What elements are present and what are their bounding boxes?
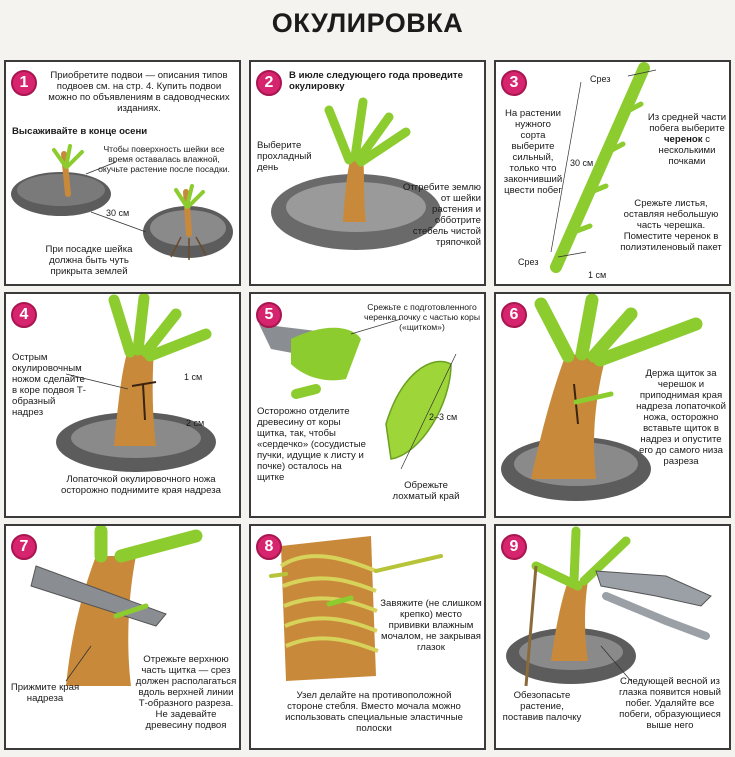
step-5-number-badge: 5 xyxy=(256,302,282,328)
step-3-measure: 30 см xyxy=(570,158,594,168)
step-2-illustration xyxy=(251,62,486,286)
step-4-panel xyxy=(4,292,241,518)
step-2-number-badge: 2 xyxy=(256,70,282,96)
step-6-panel xyxy=(494,292,731,518)
step-1-text: Приобретите подвои — описания типов подвоев см. на стр. 4. Купить подвои можно по объявлениям в садоводческих изданиях. xyxy=(48,70,230,114)
step-1-panel xyxy=(4,60,241,286)
step-7-left-caption: Прижмите края надреза xyxy=(10,682,80,704)
step-6-number-badge: 6 xyxy=(501,302,527,328)
step-3-small-measure: 1 см xyxy=(588,270,607,280)
step-6-right-text: Держа щиток за черешок и приподнимая края надреза лопаточкой ножа, осторожно вставьте щиток в надрез и опустите его до самого низа разреза xyxy=(636,368,726,467)
step-2-panel xyxy=(249,60,486,286)
step-1-number-badge: 1 xyxy=(11,70,37,96)
step-5-top-text: Срежьте с подготовленного черенка почку с частью коры («щитком») xyxy=(363,302,481,332)
step-1-heading: Высаживайте в конце осени xyxy=(12,126,148,137)
step-9-number-badge: 9 xyxy=(501,534,527,560)
step-9-panel xyxy=(494,524,731,750)
step-8-right-text: Завяжите (не слишком крепко) место прививки влажным мочалом, не закрывая глазок xyxy=(380,598,482,653)
step-5-caption: Обрежьте лохматый край xyxy=(392,480,460,502)
step-2-heading: В июле следующего года проведите окулировку xyxy=(289,70,463,92)
page-title: ОКУЛИРОВКА xyxy=(271,8,464,38)
step-3-top-label: Срез xyxy=(590,74,611,84)
step-4-number-badge: 4 xyxy=(11,302,37,328)
step-1-measure: 30 см xyxy=(106,208,130,218)
step-1-note: Чтобы поверхность шейки все время оставалась влажной, окучьте растение после посадки. xyxy=(98,144,230,174)
step-3-right-text-bold: черенок xyxy=(663,134,703,145)
step-8-panel xyxy=(249,524,486,750)
step-3-leaf-text: Срежьте листья, оставляя небольшую часть черешка. Поместите черенок в полиэтиленовый пакет xyxy=(620,198,722,253)
step-4-left-text: Острым окулировочным ножом сделайте в коре подвоя Т-образный надрез xyxy=(12,352,86,418)
step-9-left-caption: Обезопасьте растение, поставив палочку xyxy=(502,690,582,723)
step-3-bottom-label: Срез xyxy=(518,257,539,267)
step-5-measure: 2–3 см xyxy=(429,412,458,422)
step-2-right-text: Отгребите землю от шейки растения и обботрите стебель чистой тряпочкой xyxy=(402,182,481,248)
step-4-measure-top: 1 см xyxy=(184,372,203,382)
step-2-left-text: Выберите прохладный день xyxy=(257,140,312,173)
step-3-number-badge: 3 xyxy=(501,70,527,96)
step-8-number-badge: 8 xyxy=(256,534,282,560)
step-8-caption: Узел делайте на противоположной стороне стебля. Вместо мочала можно использовать специальные эластичные полоски xyxy=(285,690,463,734)
step-5-panel xyxy=(249,292,486,518)
step-4-measure-side: 2 см xyxy=(186,418,205,428)
step-3-left-text: На растении нужного сорта выберите сильный, только что закончивший цвести побег xyxy=(503,108,563,196)
step-3-right-text xyxy=(646,112,728,167)
step-3-right-text-before: Из средней части побега выберите xyxy=(647,112,727,134)
step-3-panel xyxy=(494,60,731,286)
step-1-caption: При посадке шейка должна быть чуть прикрыта землей xyxy=(45,244,133,277)
step-5-left-text: Осторожно отделите древесину от коры щитка, так, чтобы «сердечко» (сосудистые пучки, идущие к листу и почке) осталось на щитке xyxy=(257,406,366,483)
step-3-right-text-after: с несколькими почками xyxy=(658,134,716,167)
step-7-right-text: Отрежьте верхнюю часть щитка — срез должен располагаться вдоль верхней линии Т-образного разреза. Не задевайте древесину подвоя xyxy=(135,654,237,731)
step-9-right-caption: Следующей весной из глазка появится новый побег. Удаляйте все побеги, образующиеся выше него xyxy=(618,676,722,731)
step-7-panel xyxy=(4,524,241,750)
step-7-number-badge: 7 xyxy=(11,534,37,560)
step-4-caption: Лопаточкой окулировочного ножа осторожно поднимите края надреза xyxy=(60,474,221,496)
